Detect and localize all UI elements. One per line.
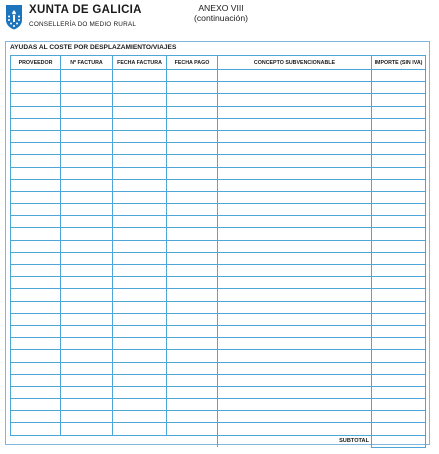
fecha-factura-cell[interactable] [113,313,167,325]
subtotal-label: SUBTOTAL [218,435,372,447]
fecha-pago-cell[interactable] [167,191,218,203]
table-row [11,130,426,142]
numero-factura-cell[interactable] [61,143,113,155]
table-row [11,70,426,82]
numero-factura-cell[interactable] [61,411,113,423]
fecha-pago-cell[interactable] [167,155,218,167]
numero-factura-cell[interactable] [61,313,113,325]
numero-factura-cell[interactable] [61,399,113,411]
table-row [11,386,426,398]
concepto-cell[interactable] [218,228,372,240]
numero-factura-cell[interactable] [61,252,113,264]
importe-cell[interactable] [372,179,426,191]
numero-factura-cell[interactable] [61,277,113,289]
annex-title: ANEXO VIII [198,3,244,13]
numero-factura-cell[interactable] [61,94,113,106]
importe-cell[interactable] [372,155,426,167]
importe-cell[interactable] [372,252,426,264]
fecha-factura-cell[interactable] [113,228,167,240]
proveedor-cell[interactable] [11,277,61,289]
proveedor-cell[interactable] [11,301,61,313]
importe-cell[interactable] [372,423,426,435]
concepto-cell[interactable] [218,350,372,362]
organization-name: XUNTA DE GALICIA [29,4,142,16]
fecha-factura-cell[interactable] [113,82,167,94]
numero-factura-cell[interactable] [61,289,113,301]
concepto-cell[interactable] [218,204,372,216]
fecha-pago-cell[interactable] [167,325,218,337]
importe-cell[interactable] [372,325,426,337]
table-row [11,216,426,228]
table-row [11,301,426,313]
importe-cell[interactable] [372,362,426,374]
table-header-row [11,56,426,70]
fecha-factura-cell[interactable] [113,289,167,301]
concepto-cell[interactable] [218,423,372,435]
fecha-pago-cell[interactable] [167,240,218,252]
fecha-factura-cell[interactable] [113,301,167,313]
proveedor-cell[interactable] [11,118,61,130]
fecha-factura-cell[interactable] [113,399,167,411]
proveedor-cell[interactable] [11,143,61,155]
fecha-factura-cell[interactable] [113,240,167,252]
fecha-pago-cell[interactable] [167,143,218,155]
fecha-factura-cell[interactable] [113,338,167,350]
proveedor-cell[interactable] [11,155,61,167]
fecha-factura-cell[interactable] [113,118,167,130]
table-row [11,277,426,289]
fecha-pago-cell[interactable] [167,374,218,386]
concepto-cell[interactable] [218,289,372,301]
page-header [0,0,439,40]
xunta-coat-of-arms-icon [5,4,23,30]
importe-cell[interactable] [372,338,426,350]
importe-cell[interactable] [372,289,426,301]
section-title: AYUDAS AL COSTE POR DESPLAZAMIENTO/VIAJES [10,44,177,51]
fecha-factura-cell[interactable] [113,216,167,228]
fecha-factura-cell[interactable] [113,350,167,362]
fecha-pago-cell[interactable] [167,386,218,398]
fecha-pago-cell[interactable] [167,70,218,82]
expenses-table [10,55,426,448]
numero-factura-cell[interactable] [61,216,113,228]
column-header-importe: IMPORTE (SIN IVA) [372,56,426,70]
importe-cell[interactable] [372,228,426,240]
concepto-cell[interactable] [218,82,372,94]
table-row [11,155,426,167]
proveedor-cell[interactable] [11,411,61,423]
table-row [11,240,426,252]
organization-block [29,4,142,28]
table-row [11,143,426,155]
numero-factura-cell[interactable] [61,228,113,240]
subtotal-spacer [11,435,218,447]
table-row [11,118,426,130]
proveedor-cell[interactable] [11,216,61,228]
fecha-pago-cell[interactable] [167,289,218,301]
importe-cell[interactable] [372,82,426,94]
department-name: CONSELLERÍA DO MEDIO RURAL [29,21,137,28]
fecha-factura-cell[interactable] [113,374,167,386]
fecha-factura-cell[interactable] [113,106,167,118]
importe-cell[interactable] [372,94,426,106]
table-row [11,106,426,118]
numero-factura-cell[interactable] [61,374,113,386]
fecha-factura-cell[interactable] [113,143,167,155]
table-row [11,411,426,423]
numero-factura-cell[interactable] [61,82,113,94]
table-row [11,191,426,203]
concepto-cell[interactable] [218,338,372,350]
table-row [11,350,426,362]
concepto-cell[interactable] [218,240,372,252]
numero-factura-cell[interactable] [61,179,113,191]
fecha-factura-cell[interactable] [113,325,167,337]
fecha-pago-cell[interactable] [167,204,218,216]
importe-cell[interactable] [372,130,426,142]
numero-factura-cell[interactable] [61,362,113,374]
fecha-factura-cell[interactable] [113,204,167,216]
fecha-pago-cell[interactable] [167,350,218,362]
table-row [11,313,426,325]
numero-factura-cell[interactable] [61,240,113,252]
subtotal-field[interactable] [372,435,426,447]
fecha-pago-cell[interactable] [167,313,218,325]
concepto-cell[interactable] [218,374,372,386]
fecha-factura-cell[interactable] [113,70,167,82]
fecha-pago-cell[interactable] [167,94,218,106]
importe-cell[interactable] [372,399,426,411]
concepto-cell[interactable] [218,143,372,155]
numero-factura-cell[interactable] [61,130,113,142]
concepto-cell[interactable] [218,155,372,167]
column-header-proveedor: PROVEEDOR [11,56,61,70]
importe-cell[interactable] [372,411,426,423]
numero-factura-cell[interactable] [61,338,113,350]
fecha-pago-cell[interactable] [167,338,218,350]
numero-factura-cell[interactable] [61,386,113,398]
concepto-cell[interactable] [218,191,372,203]
importe-cell[interactable] [372,167,426,179]
fecha-pago-cell[interactable] [167,411,218,423]
table-row [11,423,426,435]
table-row [11,325,426,337]
concepto-cell[interactable] [218,252,372,264]
concepto-cell[interactable] [218,94,372,106]
fecha-factura-cell[interactable] [113,265,167,277]
fecha-pago-cell[interactable] [167,118,218,130]
table-row [11,204,426,216]
numero-factura-cell[interactable] [61,265,113,277]
importe-cell[interactable] [372,216,426,228]
concepto-cell[interactable] [218,277,372,289]
proveedor-cell[interactable] [11,130,61,142]
fecha-pago-cell[interactable] [167,179,218,191]
proveedor-cell[interactable] [11,265,61,277]
table-row [11,82,426,94]
concepto-cell[interactable] [218,386,372,398]
proveedor-cell[interactable] [11,386,61,398]
fecha-pago-cell[interactable] [167,362,218,374]
fecha-pago-cell[interactable] [167,252,218,264]
fecha-pago-cell[interactable] [167,423,218,435]
proveedor-cell[interactable] [11,362,61,374]
table-row [11,228,426,240]
fecha-pago-cell[interactable] [167,228,218,240]
concepto-cell[interactable] [218,167,372,179]
proveedor-cell[interactable] [11,204,61,216]
annex-heading [178,3,264,23]
column-header-fecha-factura: FECHA FACTURA [113,56,167,70]
numero-factura-cell[interactable] [61,350,113,362]
importe-cell[interactable] [372,106,426,118]
proveedor-cell[interactable] [11,338,61,350]
numero-factura-cell[interactable] [61,167,113,179]
fecha-factura-cell[interactable] [113,155,167,167]
proveedor-cell[interactable] [11,313,61,325]
fecha-factura-cell[interactable] [113,252,167,264]
numero-factura-cell[interactable] [61,118,113,130]
concepto-cell[interactable] [218,179,372,191]
fecha-pago-cell[interactable] [167,265,218,277]
importe-cell[interactable] [372,143,426,155]
proveedor-cell[interactable] [11,179,61,191]
concepto-cell[interactable] [218,399,372,411]
concepto-cell[interactable] [218,216,372,228]
table-row [11,362,426,374]
concepto-cell[interactable] [218,70,372,82]
importe-cell[interactable] [372,265,426,277]
proveedor-cell[interactable] [11,399,61,411]
importe-cell[interactable] [372,350,426,362]
importe-cell[interactable] [372,191,426,203]
concepto-cell[interactable] [218,301,372,313]
concepto-cell[interactable] [218,130,372,142]
proveedor-cell[interactable] [11,374,61,386]
proveedor-cell[interactable] [11,106,61,118]
concepto-cell[interactable] [218,325,372,337]
fecha-factura-cell[interactable] [113,167,167,179]
table-row [11,252,426,264]
concepto-cell[interactable] [218,313,372,325]
fecha-pago-cell[interactable] [167,130,218,142]
table-body [11,70,426,436]
annex-subtitle: (continuación) [194,13,248,23]
table-row [11,179,426,191]
fecha-pago-cell[interactable] [167,167,218,179]
fecha-factura-cell[interactable] [113,191,167,203]
numero-factura-cell[interactable] [61,204,113,216]
concepto-cell[interactable] [218,265,372,277]
concepto-cell[interactable] [218,362,372,374]
column-header-concepto: CONCEPTO SUBVENCIONABLE [218,56,372,70]
table-row [11,374,426,386]
table-row [11,289,426,301]
proveedor-cell[interactable] [11,167,61,179]
numero-factura-cell[interactable] [61,70,113,82]
importe-cell[interactable] [372,240,426,252]
expenses-form-panel [5,41,430,445]
table-row [11,167,426,179]
fecha-pago-cell[interactable] [167,106,218,118]
importe-cell[interactable] [372,386,426,398]
importe-cell[interactable] [372,118,426,130]
proveedor-cell[interactable] [11,240,61,252]
fecha-factura-cell[interactable] [113,423,167,435]
fecha-pago-cell[interactable] [167,216,218,228]
concepto-cell[interactable] [218,411,372,423]
proveedor-cell[interactable] [11,252,61,264]
numero-factura-cell[interactable] [61,423,113,435]
importe-cell[interactable] [372,313,426,325]
importe-cell[interactable] [372,374,426,386]
table-row [11,338,426,350]
proveedor-cell[interactable] [11,70,61,82]
proveedor-cell[interactable] [11,191,61,203]
numero-factura-cell[interactable] [61,106,113,118]
fecha-factura-cell[interactable] [113,277,167,289]
proveedor-cell[interactable] [11,228,61,240]
subtotal-row [11,435,426,447]
fecha-factura-cell[interactable] [113,130,167,142]
table-row [11,265,426,277]
fecha-factura-cell[interactable] [113,94,167,106]
fecha-pago-cell[interactable] [167,301,218,313]
concepto-cell[interactable] [218,118,372,130]
numero-factura-cell[interactable] [61,191,113,203]
proveedor-cell[interactable] [11,423,61,435]
table-row [11,94,426,106]
fecha-pago-cell[interactable] [167,277,218,289]
proveedor-cell[interactable] [11,325,61,337]
importe-cell[interactable] [372,204,426,216]
table-row [11,399,426,411]
proveedor-cell[interactable] [11,82,61,94]
fecha-pago-cell[interactable] [167,82,218,94]
numero-factura-cell[interactable] [61,325,113,337]
numero-factura-cell[interactable] [61,155,113,167]
column-header-fecha-pago: FECHA PAGO [167,56,218,70]
proveedor-cell[interactable] [11,350,61,362]
fecha-factura-cell[interactable] [113,179,167,191]
fecha-factura-cell[interactable] [113,386,167,398]
fecha-factura-cell[interactable] [113,362,167,374]
column-header-numero-factura: Nº FACTURA [61,56,113,70]
fecha-pago-cell[interactable] [167,399,218,411]
fecha-factura-cell[interactable] [113,411,167,423]
concepto-cell[interactable] [218,106,372,118]
importe-cell[interactable] [372,277,426,289]
numero-factura-cell[interactable] [61,301,113,313]
proveedor-cell[interactable] [11,289,61,301]
importe-cell[interactable] [372,301,426,313]
proveedor-cell[interactable] [11,94,61,106]
importe-cell[interactable] [372,70,426,82]
